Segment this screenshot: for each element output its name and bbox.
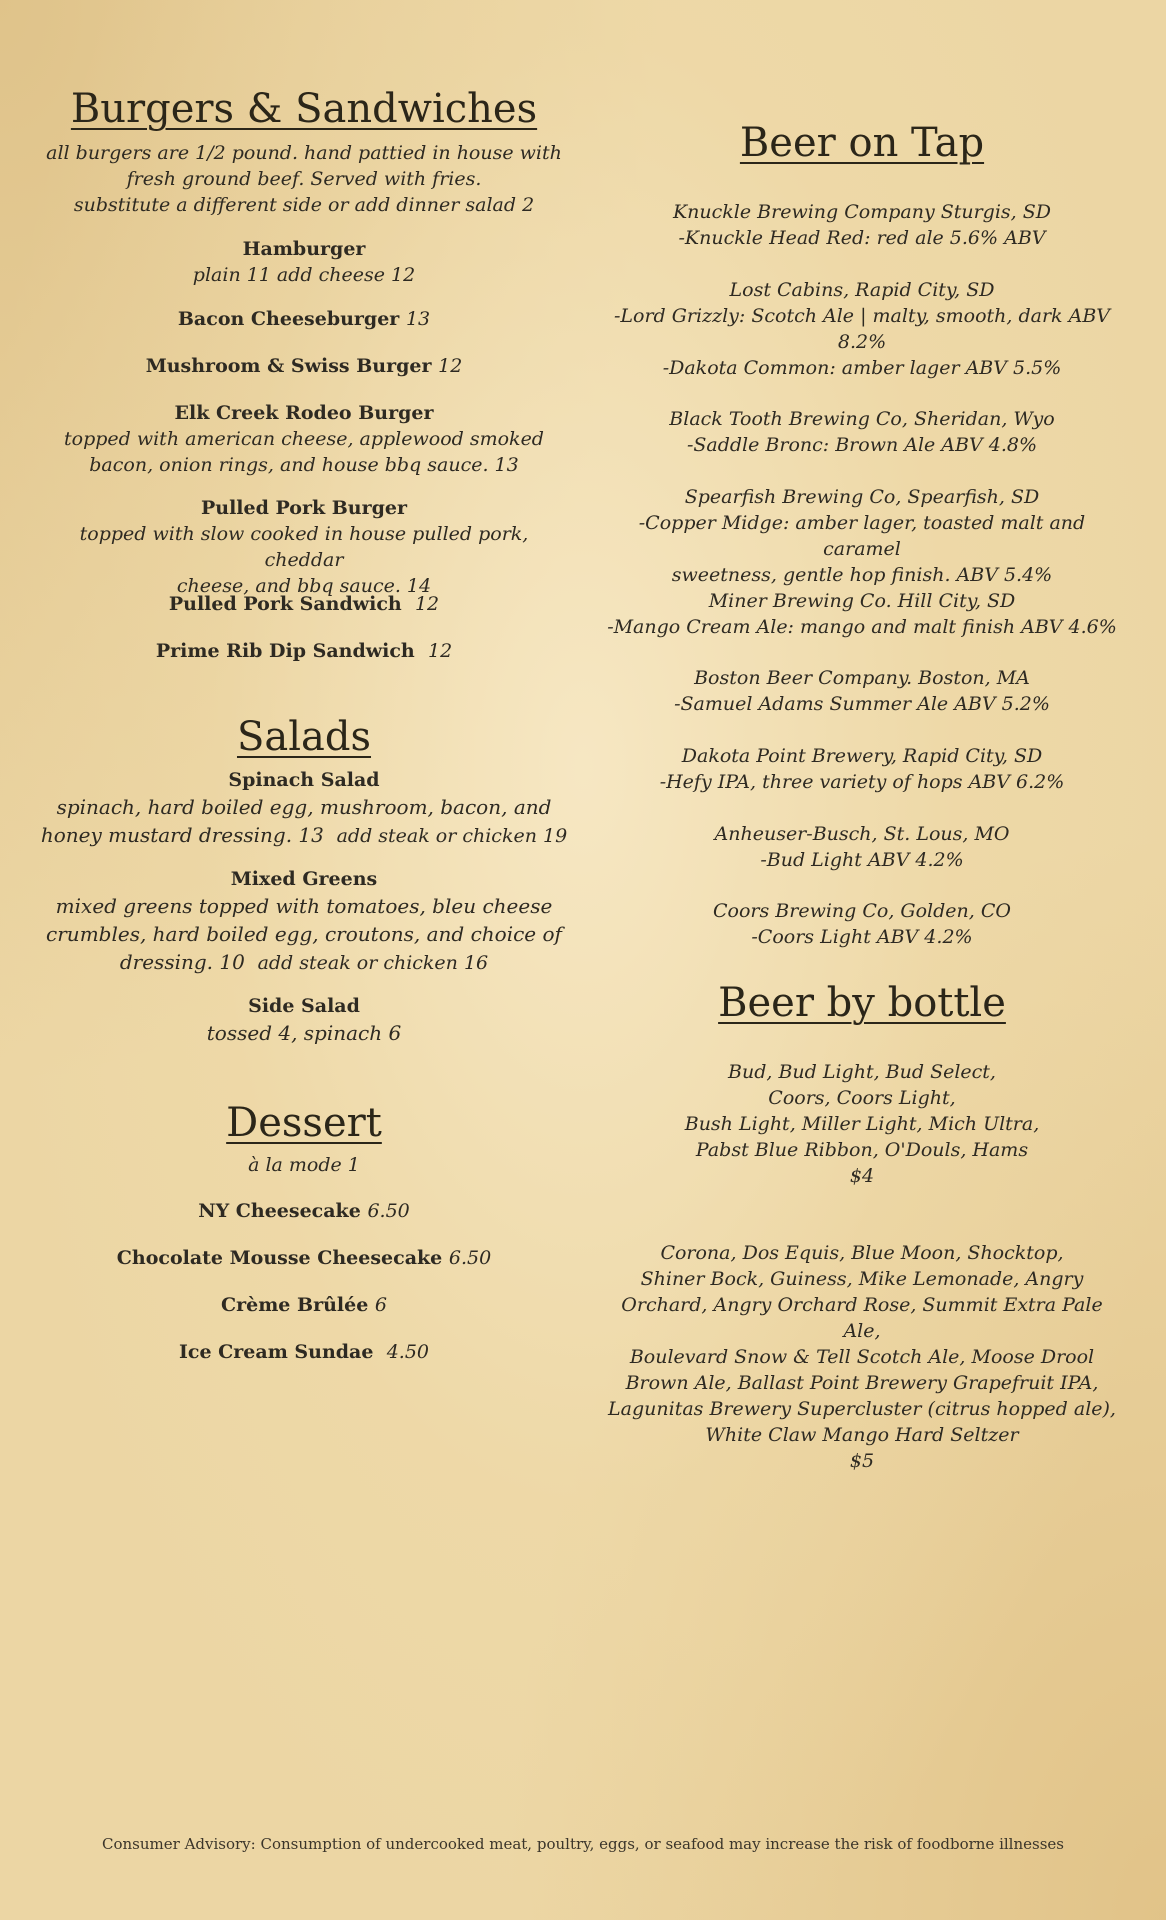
tap-heading: Beer on Tap	[739, 120, 985, 166]
menu-item-side-salad	[40, 993, 568, 1047]
item-name: Spinach Salad	[228, 769, 380, 791]
menu-item-ny-cheesecake	[40, 1198, 568, 1224]
item-name: Side Salad	[248, 995, 360, 1017]
item-desc: spinach, hard boiled egg, mushroom, bacon, and	[56, 795, 552, 819]
brewery-line: Black Tooth Brewing Co, Sheridan, Wyo	[669, 408, 1055, 430]
tap-brewery-lost-cabins	[600, 277, 1124, 381]
tap-brewery-coors	[600, 898, 1124, 950]
item-name: Chocolate Mousse Cheesecake	[116, 1247, 443, 1269]
brewery-line: Dakota Point Brewery, Rapid City, SD	[681, 745, 1043, 767]
consumer-advisory: Consumer Advisory: Consumption of undercooked meat, poultry, eggs, or seafood may increase the risk of foodborne illnesses	[102, 1835, 1064, 1853]
item-desc: crumbles, hard boiled egg, croutons, and choice of	[46, 922, 562, 946]
item-name: Elk Creek Rodeo Burger	[174, 402, 434, 424]
note-line: à la mode 1	[248, 1154, 360, 1176]
item-price: 6	[374, 1294, 388, 1316]
item-desc: honey mustard dressing. 13	[40, 823, 324, 847]
item-price: 4.50	[386, 1341, 429, 1363]
brewery-line: Lost Cabins, Rapid City, SD	[729, 279, 995, 301]
tap-brewery-spearfish	[600, 484, 1124, 588]
item-price: 6.50	[367, 1200, 410, 1222]
menu-item-spinach-salad	[40, 767, 568, 850]
menu-item-hamburger	[40, 236, 568, 288]
bottle-group-4	[600, 1059, 1124, 1189]
beer-line: -Bud Light ABV 4.2%	[760, 849, 964, 871]
bottle-price: $4	[849, 1165, 875, 1187]
item-name: Pulled Pork Sandwich	[168, 593, 402, 615]
dessert-heading: Dessert	[226, 1100, 382, 1146]
tap-section	[600, 120, 1124, 166]
item-price: 6.50	[448, 1247, 492, 1269]
item-name: Ice Cream Sundae	[179, 1341, 374, 1363]
bottle-group-5	[600, 1240, 1124, 1474]
menu-item-mixed-greens	[40, 866, 568, 977]
item-price: 13	[405, 308, 431, 330]
menu-item-creme-brulee	[40, 1292, 568, 1318]
bottle-heading: Beer by bottle	[718, 980, 1006, 1026]
note-line: substitute a different side or add dinner salad 2	[73, 194, 535, 216]
beer-line: sweetness, gentle hop finish. ABV 5.4%	[671, 564, 1053, 586]
dessert-note	[40, 1152, 568, 1178]
bottle-line: Lagunitas Brewery Supercluster (citrus hopped ale),	[608, 1398, 1116, 1420]
item-desc: plain 11 add cheese 12	[192, 264, 416, 286]
beer-line: -Mango Cream Ale: mango and malt finish ABV 4.6%	[607, 616, 1117, 638]
item-desc: mixed greens topped with tomatoes, bleu cheese	[55, 894, 553, 918]
menu-item-bacon-cheeseburger	[40, 306, 568, 332]
item-price: 12	[438, 355, 463, 377]
bottle-section	[600, 980, 1124, 1026]
item-desc: topped with slow cooked in house pulled pork, cheddar	[79, 523, 529, 571]
brewery-line: Spearfish Brewing Co, Spearfish, SD	[684, 486, 1040, 508]
bottle-line: Corona, Dos Equis, Blue Moon, Shocktop,	[660, 1242, 1064, 1264]
note-line: fresh ground beef. Served with fries.	[126, 168, 482, 190]
item-name: Pulled Pork Burger	[200, 497, 408, 519]
menu-item-pulled-pork-sandwich	[40, 591, 568, 617]
item-name: Mixed Greens	[230, 868, 378, 890]
menu-item-elk-creek	[40, 400, 568, 478]
burgers-note	[40, 140, 568, 218]
item-desc: dressing. 10	[119, 950, 245, 974]
item-add-on: add steak or chicken 16	[257, 952, 489, 974]
tap-brewery-anheuser	[600, 821, 1124, 873]
beer-line: 8.2%	[837, 331, 887, 353]
bottle-price: $5	[849, 1450, 875, 1472]
bottle-line: Brown Ale, Ballast Point Brewery Grapefruit IPA,	[625, 1372, 1099, 1394]
item-price: 12	[414, 593, 440, 615]
beer-line: -Knuckle Head Red: red ale 5.6% ABV	[678, 227, 1046, 249]
item-name: Prime Rib Dip Sandwich	[155, 640, 415, 662]
item-name: Crème Brûlée	[220, 1294, 369, 1316]
brewery-line: Knuckle Brewing Company Sturgis, SD	[672, 201, 1052, 223]
salads-heading: Salads	[236, 714, 372, 760]
brewery-line: Anheuser-Busch, St. Lous, MO	[714, 823, 1010, 845]
burgers-heading: Burgers & Sandwiches	[70, 86, 538, 132]
item-desc: cheese, and bbq sauce. 14	[176, 575, 432, 597]
item-desc: topped with american cheese, applewood smoked	[64, 428, 544, 450]
brewery-line: Miner Brewing Co. Hill City, SD	[708, 590, 1016, 612]
dessert-section	[40, 1100, 568, 1146]
item-name: Hamburger	[242, 238, 366, 260]
beer-line: -Hefy IPA, three variety of hops ABV 6.2%	[659, 771, 1065, 793]
burgers-section	[40, 86, 568, 132]
tap-brewery-miner	[600, 588, 1124, 640]
tap-brewery-knuckle	[600, 199, 1124, 251]
menu-item-mushroom-swiss	[40, 353, 568, 379]
bottle-line: Shiner Bock, Guiness, Mike Lemonade, Angry	[640, 1268, 1084, 1290]
bottle-line: Boulevard Snow & Tell Scotch Ale, Moose Drool	[629, 1346, 1095, 1368]
bottle-line: Orchard, Angry Orchard Rose, Summit Extra Pale Ale,	[621, 1294, 1103, 1342]
menu-item-ice-cream-sundae	[40, 1339, 568, 1365]
bottle-line: White Claw Mango Hard Seltzer	[705, 1424, 1019, 1446]
tap-brewery-dakota-point	[600, 743, 1124, 795]
item-add-on: add steak or chicken 19	[336, 825, 568, 847]
beer-line: -Lord Grizzly: Scotch Ale | malty, smooth, dark ABV	[613, 305, 1110, 327]
item-price: 12	[427, 640, 453, 662]
bottle-line: Bud, Bud Light, Bud Select,	[728, 1061, 996, 1083]
beer-line: -Samuel Adams Summer Ale ABV 5.2%	[674, 693, 1050, 715]
note-line: all burgers are 1/2 pound. hand pattied in house with	[46, 142, 562, 164]
item-desc: tossed 4, spinach 6	[206, 1021, 402, 1045]
tap-brewery-boston	[600, 665, 1124, 717]
menu-item-prime-rib	[40, 638, 568, 664]
bottle-line: Coors, Coors Light,	[768, 1087, 956, 1109]
bottle-line: Bush Light, Miller Light, Mich Ultra,	[684, 1113, 1040, 1135]
item-name: NY Cheesecake	[198, 1200, 361, 1222]
item-name: Bacon Cheeseburger	[177, 308, 400, 330]
salads-section	[40, 714, 568, 760]
brewery-line: Boston Beer Company. Boston, MA	[694, 667, 1030, 689]
item-name: Mushroom & Swiss Burger	[145, 355, 432, 377]
bottle-line: Pabst Blue Ribbon, O'Douls, Hams	[695, 1139, 1029, 1161]
brewery-line: Coors Brewing Co, Golden, CO	[713, 900, 1011, 922]
beer-line: -Dakota Common: amber lager ABV 5.5%	[662, 357, 1062, 379]
menu-item-pulled-pork-burger	[40, 495, 568, 599]
beer-line: -Coors Light ABV 4.2%	[751, 926, 973, 948]
beer-line: -Saddle Bronc: Brown Ale ABV 4.8%	[686, 434, 1038, 456]
menu-item-mousse-cheesecake	[40, 1245, 568, 1271]
tap-brewery-black-tooth	[600, 406, 1124, 458]
beer-line: -Copper Midge: amber lager, toasted malt and caramel	[638, 512, 1086, 560]
item-desc: bacon, onion rings, and house bbq sauce. 13	[89, 454, 519, 476]
